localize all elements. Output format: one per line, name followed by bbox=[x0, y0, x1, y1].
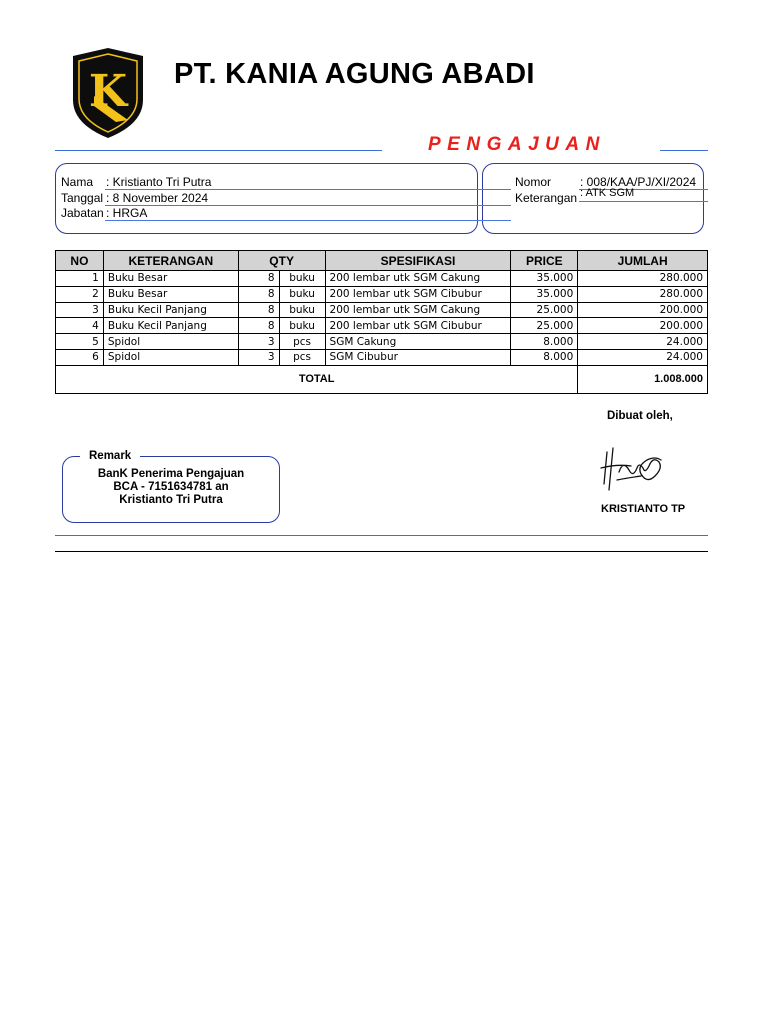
table-header-row bbox=[56, 251, 708, 271]
cell-price: 35.000 bbox=[511, 271, 578, 287]
cell-no: 3 bbox=[56, 302, 104, 318]
cell-no: 6 bbox=[56, 349, 104, 365]
logo-letter: K bbox=[88, 66, 128, 117]
cell-spesifikasi: 200 lembar utk SGM Cakung bbox=[325, 302, 511, 318]
cell-qty: 8 bbox=[238, 302, 279, 318]
remark-line-1: BanK Penerima Pengajuan bbox=[97, 468, 245, 480]
cell-price: 25.000 bbox=[511, 302, 578, 318]
cell-unit: buku bbox=[279, 286, 325, 302]
signature-label: Dibuat oleh, bbox=[607, 410, 673, 422]
header-price: PRICE bbox=[511, 251, 578, 271]
title-rule-right bbox=[660, 150, 708, 151]
company-name: PT. KANIA AGUNG ABADI bbox=[174, 58, 535, 90]
items-table bbox=[55, 250, 708, 394]
header-no: NO bbox=[56, 251, 104, 271]
cell-unit: buku bbox=[279, 302, 325, 318]
nama-underline bbox=[105, 189, 511, 190]
table-row bbox=[56, 318, 708, 334]
footer-rule-black bbox=[55, 551, 708, 552]
jabatan-underline bbox=[105, 220, 511, 221]
keterangan-underline bbox=[579, 201, 708, 202]
cell-jumlah: 200.000 bbox=[578, 302, 708, 318]
cell-qty: 8 bbox=[238, 286, 279, 302]
total-value: 1.008.000 bbox=[578, 365, 708, 393]
cell-jumlah: 280.000 bbox=[578, 271, 708, 287]
signature-icon bbox=[597, 438, 671, 494]
cell-price: 8.000 bbox=[511, 349, 578, 365]
footer-rule-blue bbox=[55, 535, 708, 536]
header-keterangan: KETERANGAN bbox=[103, 251, 238, 271]
cell-no: 1 bbox=[56, 271, 104, 287]
cell-jumlah: 200.000 bbox=[578, 318, 708, 334]
keterangan-label: Keterangan bbox=[515, 191, 578, 205]
cell-keterangan: Buku Kecil Panjang bbox=[103, 318, 238, 334]
cell-jumlah: 280.000 bbox=[578, 286, 708, 302]
cell-price: 25.000 bbox=[511, 318, 578, 334]
cell-keterangan: Spidol bbox=[103, 334, 238, 350]
keterangan-value: : ATK SGM bbox=[580, 187, 635, 199]
cell-spesifikasi: 200 lembar utk SGM Cibubur bbox=[325, 286, 511, 302]
cell-qty: 3 bbox=[238, 349, 279, 365]
remark-line-3: Kristianto Tri Putra bbox=[119, 494, 223, 506]
header-spesifikasi: SPESIFIKASI bbox=[325, 251, 511, 271]
title-rule-left bbox=[55, 150, 382, 151]
total-row bbox=[56, 365, 708, 393]
cell-keterangan: Buku Besar bbox=[103, 271, 238, 287]
table-row bbox=[56, 302, 708, 318]
cell-price: 8.000 bbox=[511, 334, 578, 350]
jabatan-value: : HRGA bbox=[106, 206, 148, 220]
cell-spesifikasi: SGM Cibubur bbox=[325, 349, 511, 365]
cell-qty: 3 bbox=[238, 334, 279, 350]
cell-qty: 8 bbox=[238, 318, 279, 334]
header-jumlah: JUMLAH bbox=[578, 251, 708, 271]
company-logo-icon bbox=[70, 46, 146, 140]
cell-price: 35.000 bbox=[511, 286, 578, 302]
cell-keterangan: Buku Kecil Panjang bbox=[103, 302, 238, 318]
remark-line-2: BCA - 7151634781 an bbox=[113, 481, 229, 493]
cell-keterangan: Spidol bbox=[103, 349, 238, 365]
table-row bbox=[56, 271, 708, 287]
cell-spesifikasi: 200 lembar utk SGM Cibubur bbox=[325, 318, 511, 334]
total-label: TOTAL bbox=[56, 365, 578, 393]
table-row bbox=[56, 349, 708, 365]
nomor-value: : 008/KAA/PJ/XI/2024 bbox=[580, 175, 697, 189]
cell-no: 5 bbox=[56, 334, 104, 350]
cell-no: 2 bbox=[56, 286, 104, 302]
cell-keterangan: Buku Besar bbox=[103, 286, 238, 302]
cell-jumlah: 24.000 bbox=[578, 349, 708, 365]
tanggal-value: : 8 November 2024 bbox=[106, 191, 209, 205]
cell-unit: pcs bbox=[279, 349, 325, 365]
signature-name: KRISTIANTO TP bbox=[601, 503, 686, 515]
cell-spesifikasi: 200 lembar utk SGM Cakung bbox=[325, 271, 511, 287]
nomor-label: Nomor bbox=[515, 175, 552, 189]
cell-unit: pcs bbox=[279, 334, 325, 350]
cell-unit: buku bbox=[279, 271, 325, 287]
cell-jumlah: 24.000 bbox=[578, 334, 708, 350]
cell-qty: 8 bbox=[238, 271, 279, 287]
cell-spesifikasi: SGM Cakung bbox=[325, 334, 511, 350]
header-qty: QTY bbox=[238, 251, 325, 271]
cell-no: 4 bbox=[56, 318, 104, 334]
tanggal-label: Tanggal bbox=[61, 191, 104, 205]
tanggal-underline bbox=[105, 205, 511, 206]
table-row bbox=[56, 286, 708, 302]
nama-label: Nama bbox=[61, 175, 94, 189]
nama-value: : Kristianto Tri Putra bbox=[106, 175, 212, 189]
jabatan-label: Jabatan bbox=[61, 206, 104, 220]
cell-unit: buku bbox=[279, 318, 325, 334]
table-row bbox=[56, 334, 708, 350]
remark-title: Remark bbox=[80, 450, 140, 462]
document-title: PENGAJUAN bbox=[428, 134, 606, 155]
